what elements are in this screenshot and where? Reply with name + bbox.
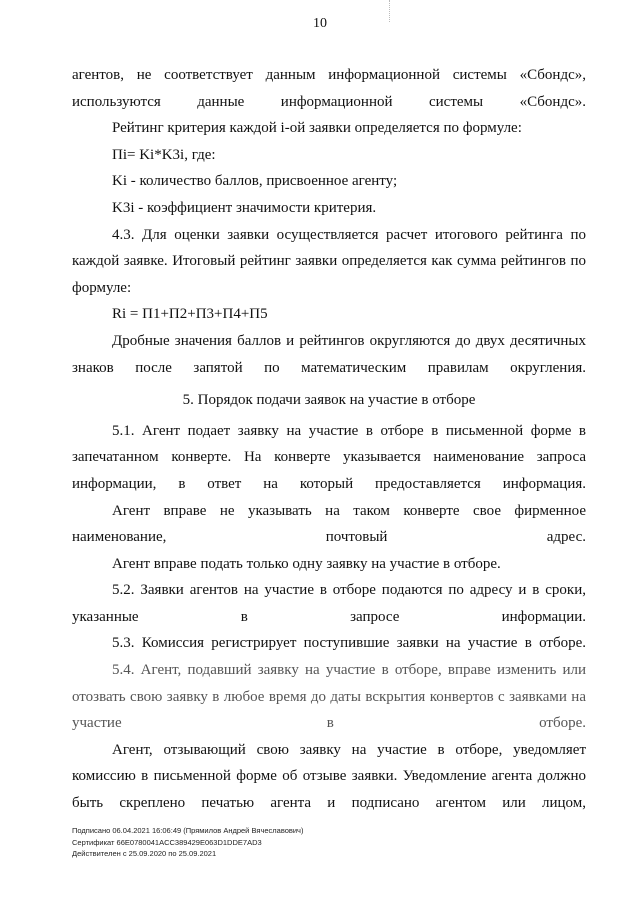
section-heading: 5. Порядок подачи заявок на участие в отборе [182,392,476,409]
signature-certificate-line: Сертификат 66E0780041ACC389429E063D1DDE7AD3 [72,837,262,847]
paragraph-envelope-name: Агент вправе не указывать на таком конверте свое фирменное наименование, почтовый адрес. [72,502,586,546]
paragraph-5-3: 5.3. Комиссия регистрирует поступившие заявки на участие в отборе. [112,635,586,652]
signature-validity-line: Действителен с 25.09.2020 по 25.09.2021 [72,849,217,858]
paragraph-continuation: агентов, не соответствует данным информационной системы «Сбондс», используются данные информационной системы «Сбондс». [72,67,586,110]
paragraph-5-4: 5.4. Агент, подавший заявку на участие в отборе, вправе изменить или отозвать свою заявку в любое время до даты вскрытия конвертов с заявками на участие в отборе. [72,662,586,732]
paragraph-5-1: 5.1. Агент подает заявку на участие в отборе в письменной форме в запечатанном конверте. На конверте указывается наименование запроса информации, в ответ на который предоставляется информация. [72,422,586,492]
document-body [72,62,586,817]
scan-artifact-line [389,0,390,22]
page-number: 10 [313,16,327,31]
paragraph-one-application: Агент вправе подать только одну заявку на участие в отборе. [112,555,501,572]
definition-ki: Ki - количество баллов, присвоенное агенту; [112,173,398,190]
paragraph-4-3: 4.3. Для оценки заявки осуществляется расчет итогового рейтинга по каждой заявке. Итоговый рейтинг заявки определяется как сумма рейтингов по формуле: [72,226,586,296]
paragraph-5-2: 5.2. Заявки агентов на участие в отборе подаются по адресу и в сроки, указанные в запросе информации. [72,582,586,625]
signature-signed-line: Подписано 06.04.2021 16:06:49 (Прямилов Андрей Вячеславович) [72,826,304,835]
paragraph-rounding: Дробные значения баллов и рейтингов округляются до двух десятичных знаков после запятой по математическим правилам округления. [72,332,586,376]
digital-signature-stamp [72,825,303,860]
definition-k3i: K3i - коэффициент значимости критерия. [112,199,377,216]
paragraph-withdrawal: Агент, отзывающий свою заявку на участие в отборе, уведомляет комиссию в письменной форме об отзыве заявки. Уведомление агента должно быть скреплено печатью агента и подписано агентом или лицом, [72,741,586,812]
formula-rating: Пi= Ki*K3i, где: [112,146,216,163]
paragraph-rating-formula-intro: Рейтинг критерия каждой i-ой заявки определяется по формуле: [112,120,522,137]
formula-total-rating: Ri = П1+П2+П3+П4+П5 [112,306,268,323]
